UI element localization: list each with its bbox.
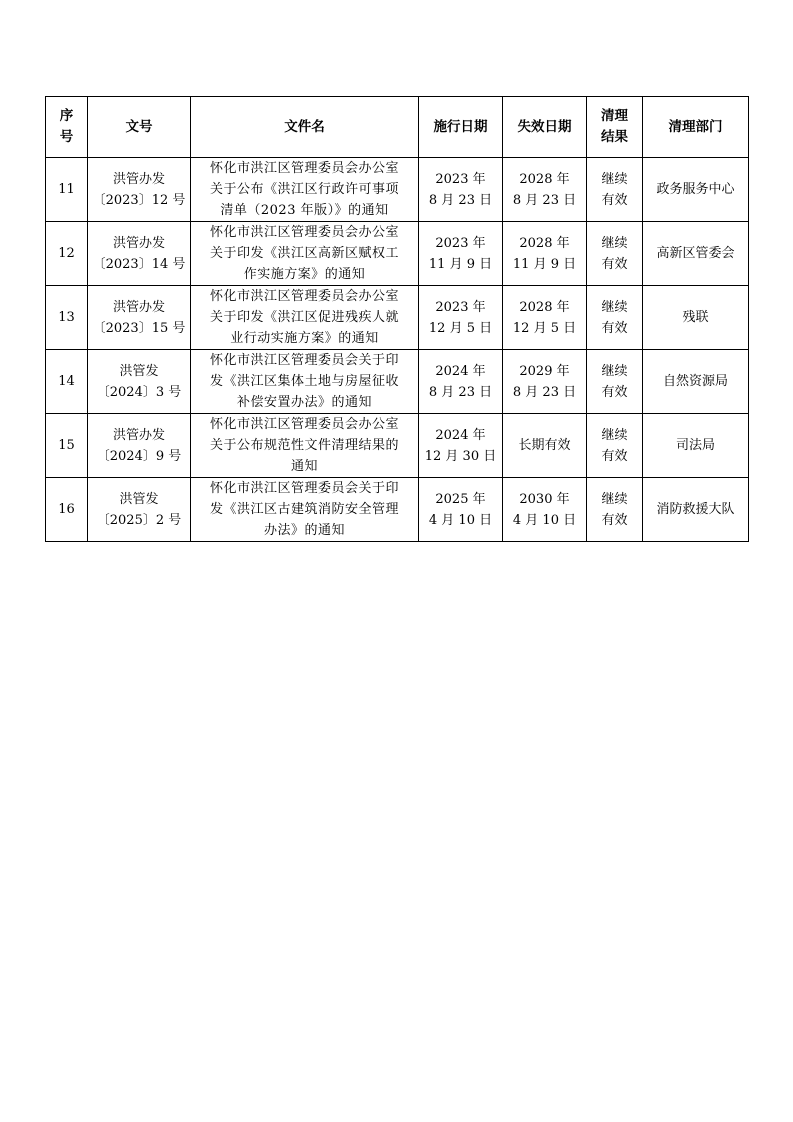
cell-expiry-date-line: 11 月 9 日 xyxy=(512,256,577,272)
cell-expiry-date xyxy=(503,286,587,350)
header-doc-no: 文号 xyxy=(88,97,191,158)
table-row xyxy=(46,158,749,222)
cell-expiry-date-line: 长期有效 xyxy=(518,438,571,453)
cell-effective-date-line: 2024 年 xyxy=(435,363,486,379)
cell-doc-no xyxy=(88,414,191,478)
cell-expiry-date-line: 2030 年 xyxy=(519,491,570,507)
cell-expiry-date xyxy=(503,478,587,542)
cell-doc-name-line: 发《洪江区古建筑消防安全管理 xyxy=(209,502,399,517)
header-row xyxy=(46,97,749,158)
cell-seq: 16 xyxy=(46,478,88,542)
cell-result-line: 有效 xyxy=(601,256,628,272)
cell-doc-no-line: 〔2025〕2 号 xyxy=(96,512,182,528)
cell-result-line: 有效 xyxy=(601,384,628,400)
cell-dept: 政务服务中心 xyxy=(643,158,749,222)
cell-result xyxy=(587,478,643,542)
cell-doc-name-line: 通知 xyxy=(290,459,318,474)
cell-doc-name xyxy=(191,158,419,222)
cell-doc-no-line: 洪管办发 xyxy=(112,299,165,315)
table-row xyxy=(46,478,749,542)
cell-doc-no-line: 〔2023〕14 号 xyxy=(92,256,186,272)
header-effective-date: 施行日期 xyxy=(419,97,503,158)
cell-doc-name-line: 清单（2023 年版）》的通知 xyxy=(220,203,389,218)
cell-doc-no-line: 洪管办发 xyxy=(112,171,165,187)
cell-doc-no-line: 洪管办发 xyxy=(112,235,165,251)
cell-doc-name xyxy=(191,222,419,286)
cell-doc-no xyxy=(88,158,191,222)
cell-effective-date-line: 2025 年 xyxy=(435,491,486,507)
header-doc-name: 文件名 xyxy=(191,97,419,158)
table-row xyxy=(46,286,749,350)
cell-result xyxy=(587,414,643,478)
cell-doc-name-line: 关于印发《洪江区促进残疾人就 xyxy=(209,310,399,325)
cell-doc-name-line: 怀化市洪江区管理委员会关于印 xyxy=(209,353,399,368)
cell-result-line: 继续 xyxy=(601,235,628,251)
cell-seq: 13 xyxy=(46,286,88,350)
header-result: 清理 结果 xyxy=(587,97,643,158)
cell-doc-name-line: 关于公布规范性文件清理结果的 xyxy=(209,438,399,453)
cell-doc-no-line: 〔2023〕15 号 xyxy=(92,320,186,336)
cell-doc-no-line: 〔2024〕3 号 xyxy=(96,384,182,400)
cell-doc-no xyxy=(88,222,191,286)
cell-result xyxy=(587,158,643,222)
cell-doc-no xyxy=(88,286,191,350)
cell-doc-name xyxy=(191,414,419,478)
cell-doc-no-line: 洪管办发 xyxy=(112,427,165,443)
cell-effective-date-line: 2023 年 xyxy=(435,171,486,187)
cell-effective-date xyxy=(419,478,503,542)
cell-expiry-date-line: 8 月 23 日 xyxy=(512,192,577,208)
header-dept: 清理部门 xyxy=(643,97,749,158)
cell-result xyxy=(587,222,643,286)
cell-dept: 消防救援大队 xyxy=(643,478,749,542)
cell-expiry-date-line: 4 月 10 日 xyxy=(512,512,577,528)
cell-effective-date-line: 12 月 5 日 xyxy=(428,320,493,336)
cell-doc-name-line: 怀化市洪江区管理委员会办公室 xyxy=(209,417,399,432)
table-row xyxy=(46,222,749,286)
cell-result-line: 继续 xyxy=(601,427,628,443)
cell-doc-name-line: 关于印发《洪江区高新区赋权工 xyxy=(209,246,399,261)
cell-dept: 司法局 xyxy=(643,414,749,478)
cell-result-line: 有效 xyxy=(601,448,628,464)
cell-result xyxy=(587,350,643,414)
cell-effective-date-line: 8 月 23 日 xyxy=(428,384,493,400)
regulation-cleanup-table xyxy=(45,96,749,542)
cell-expiry-date-line: 2028 年 xyxy=(519,235,570,251)
cell-result-line: 继续 xyxy=(601,363,628,379)
cell-dept: 高新区管委会 xyxy=(643,222,749,286)
cell-effective-date xyxy=(419,286,503,350)
cell-effective-date-line: 4 月 10 日 xyxy=(428,512,493,528)
cell-result-line: 继续 xyxy=(601,171,628,187)
cell-doc-no-line: 〔2024〕9 号 xyxy=(96,448,182,464)
cell-effective-date xyxy=(419,414,503,478)
cell-doc-name xyxy=(191,350,419,414)
cell-result xyxy=(587,286,643,350)
cell-result-line: 有效 xyxy=(601,192,628,208)
table-row xyxy=(46,350,749,414)
cell-result-line: 继续 xyxy=(601,491,628,507)
cell-expiry-date xyxy=(503,158,587,222)
cell-doc-name-line: 怀化市洪江区管理委员会关于印 xyxy=(209,481,399,496)
cell-effective-date-line: 11 月 9 日 xyxy=(428,256,493,272)
cell-effective-date xyxy=(419,350,503,414)
cell-seq: 11 xyxy=(46,158,88,222)
cell-expiry-date-line: 2029 年 xyxy=(519,363,570,379)
cell-doc-no-line: 洪管发 xyxy=(119,491,159,507)
cell-doc-name-line: 怀化市洪江区管理委员会办公室 xyxy=(209,161,399,176)
cell-result-line: 有效 xyxy=(601,320,628,336)
cell-effective-date-line: 8 月 23 日 xyxy=(428,192,493,208)
cell-doc-name xyxy=(191,286,419,350)
cell-dept: 自然资源局 xyxy=(643,350,749,414)
cell-expiry-date-line: 12 月 5 日 xyxy=(512,320,577,336)
cell-dept: 残联 xyxy=(643,286,749,350)
table-row xyxy=(46,414,749,478)
cell-expiry-date xyxy=(503,222,587,286)
cell-doc-name-line: 补偿安置办法》的通知 xyxy=(236,395,372,410)
cell-doc-no xyxy=(88,350,191,414)
cell-seq: 15 xyxy=(46,414,88,478)
cell-doc-no-line: 〔2023〕12 号 xyxy=(92,192,186,208)
cell-seq: 14 xyxy=(46,350,88,414)
cell-doc-name-line: 办法》的通知 xyxy=(263,523,345,538)
cell-effective-date-line: 2024 年 xyxy=(435,427,486,443)
cell-expiry-date-line: 2028 年 xyxy=(519,299,570,315)
header-expiry-date: 失效日期 xyxy=(503,97,587,158)
cell-seq: 12 xyxy=(46,222,88,286)
cell-effective-date-line: 12 月 30 日 xyxy=(424,448,497,464)
cell-expiry-date-line: 8 月 23 日 xyxy=(512,384,577,400)
cell-doc-no-line: 洪管发 xyxy=(119,363,159,379)
cell-expiry-date-line: 2028 年 xyxy=(519,171,570,187)
cell-doc-name-line: 怀化市洪江区管理委员会办公室 xyxy=(209,289,399,304)
cell-effective-date-line: 2023 年 xyxy=(435,299,486,315)
cell-effective-date xyxy=(419,158,503,222)
cell-effective-date xyxy=(419,222,503,286)
cell-doc-name-line: 作实施方案》的通知 xyxy=(243,267,366,282)
cell-doc-name xyxy=(191,478,419,542)
cell-result-line: 有效 xyxy=(601,512,628,528)
cell-result-line: 继续 xyxy=(601,299,628,315)
cell-expiry-date xyxy=(503,350,587,414)
header-seq: 序 号 xyxy=(46,97,88,158)
cell-doc-name-line: 怀化市洪江区管理委员会办公室 xyxy=(209,225,399,240)
cell-doc-no xyxy=(88,478,191,542)
cell-effective-date-line: 2023 年 xyxy=(435,235,486,251)
cell-doc-name-line: 业行动实施方案》的通知 xyxy=(230,331,379,346)
cell-doc-name-line: 关于公布《洪江区行政许可事项 xyxy=(209,182,399,197)
cell-doc-name-line: 发《洪江区集体土地与房屋征收 xyxy=(209,374,399,389)
cell-expiry-date xyxy=(503,414,587,478)
